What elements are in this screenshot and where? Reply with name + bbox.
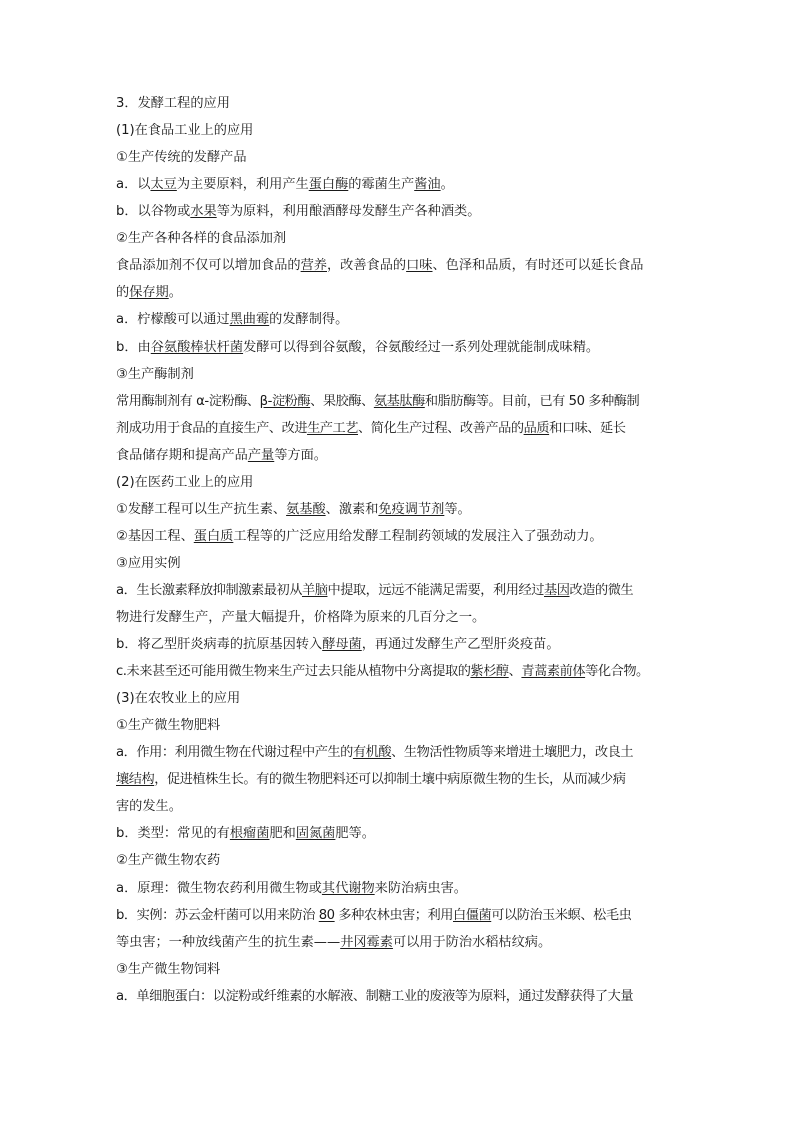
- text-segment: a．以: [116, 177, 151, 193]
- text-segment: b．将乙型肝炎病毒的抗原基因转入: [116, 637, 323, 652]
- text-line-1: [116, 90, 682, 117]
- text-segment: a．原理：微生物农药利用微生物或: [116, 880, 322, 896]
- text-segment: 的: [116, 285, 130, 301]
- text-segment: b．以谷物或: [116, 204, 191, 220]
- key-term: 紫杉醇: [470, 664, 509, 680]
- text-line-30: [116, 875, 682, 902]
- text-segment: 和脂肪酶等。目前，已有 50 多种酶制: [424, 393, 640, 409]
- text-segment: ③生产微生物饲料: [116, 961, 221, 977]
- key-term: 羊脑: [301, 582, 328, 598]
- text-segment: c.未来甚至还可能用微生物来生产过去只能从植物中分离提取的: [116, 664, 471, 680]
- text-segment: ②基因工程、: [116, 528, 194, 544]
- text-segment: b．类型：常见的有: [116, 826, 230, 842]
- text-segment: 。: [168, 285, 182, 301]
- text-line-29: [116, 847, 682, 874]
- text-segment: 为主要原料，利用产生: [176, 177, 309, 193]
- text-line-18: [116, 550, 682, 577]
- text-segment: (2)在医药工业上的应用: [116, 474, 254, 490]
- text-line-32: [116, 929, 682, 956]
- text-segment: 中提取，远远不能满足需要，利用经过: [327, 582, 544, 598]
- text-line-33: [116, 956, 682, 983]
- text-segment: 肥等。: [335, 826, 375, 842]
- text-line-22: [116, 658, 682, 685]
- text-segment: ，再通过发酵生产乙型肝炎疫苗。: [361, 637, 560, 652]
- key-term: 产量: [247, 447, 275, 463]
- text-segment: ②生产微生物农药: [116, 853, 221, 869]
- text-line-16: [116, 496, 682, 523]
- key-term: 其代谢物: [321, 880, 375, 896]
- text-segment: 3．发酵工程的应用: [116, 96, 230, 111]
- key-term: 酵母菌: [322, 637, 362, 652]
- text-line-6: [116, 225, 682, 252]
- text-line-2: [116, 117, 682, 144]
- text-segment: ①生产传统的发酵产品: [116, 150, 247, 166]
- text-line-17: [116, 523, 682, 550]
- key-term: 谷氨酸棒状杆菌: [150, 339, 244, 355]
- text-segment: 等化合物。: [585, 664, 649, 680]
- text-segment: a．作用：利用微生物在代谢过程中产生的: [116, 745, 353, 761]
- text-segment: 等。: [444, 501, 471, 517]
- text-segment: ③生产酶制剂: [116, 366, 194, 382]
- text-segment: 的霉菌生产: [348, 177, 415, 193]
- text-segment: (1)在食品工业上的应用: [116, 123, 254, 138]
- key-term: 黑曲霉: [229, 312, 270, 328]
- key-term: 基因: [544, 582, 570, 598]
- text-segment: b．由: [116, 339, 151, 355]
- text-segment: 肥和: [269, 826, 296, 842]
- text-segment: 、简化生产过程、改善产品的: [358, 420, 524, 436]
- key-term: 固氮菌: [295, 826, 336, 842]
- text-line-4: [116, 171, 682, 198]
- key-term: 蛋白质: [193, 528, 234, 544]
- text-segment: 的发酵制得。: [269, 312, 349, 328]
- key-term: 水果: [190, 204, 217, 220]
- text-line-26: [116, 766, 682, 793]
- key-term: 氨基肽酶: [373, 393, 425, 409]
- text-line-8: [116, 279, 682, 306]
- text-line-7: [116, 252, 682, 279]
- text-line-11: [116, 361, 682, 388]
- text-line-15: [116, 469, 682, 496]
- key-term: 免疫调节剂: [378, 501, 445, 517]
- text-segment: 食品添加剂不仅可以增加食品的: [116, 258, 301, 274]
- text-segment: 常用酶制剂有 α-淀粉酶、: [116, 393, 260, 409]
- text-segment: 可以用于防治水稻枯纹病。: [392, 934, 552, 950]
- key-term: 壤结构: [116, 772, 155, 788]
- key-term: 太豆: [150, 177, 177, 193]
- text-line-5: [116, 198, 682, 225]
- text-segment: ③应用实例: [116, 555, 181, 571]
- key-term: 营养: [300, 258, 327, 274]
- text-line-13: [116, 415, 682, 442]
- text-segment: 、果胶酶、: [310, 393, 374, 409]
- text-segment: ，改善食品的: [327, 258, 407, 274]
- key-term: 井冈霉素: [340, 934, 393, 950]
- text-line-14: [116, 442, 682, 469]
- text-segment: ，促进植株生长。有的微生物肥料还可以抑制土壤中病原微生物的生长，从而减少病: [154, 772, 626, 788]
- text-segment: 、: [508, 664, 522, 680]
- key-term: 有机酸: [352, 745, 392, 761]
- key-term: β-淀粉酶: [259, 393, 311, 409]
- text-segment: 发酵可以得到谷氨酸，谷氨酸经过一系列处理就能制成味精。: [243, 339, 600, 355]
- text-segment: 、激素和: [325, 501, 379, 517]
- text-line-28: [116, 820, 682, 847]
- key-term: 蛋白酶: [308, 177, 349, 193]
- key-term: 根瘤菌: [229, 826, 270, 842]
- text-segment: 工程等的广泛应用给发酵工程制药领域的发展注入了强劲动力。: [233, 528, 603, 544]
- key-term: 品质: [523, 420, 550, 436]
- key-term: 氨基酸: [286, 501, 326, 517]
- text-segment: (3)在农牧业上的应用: [116, 691, 241, 707]
- text-segment: 、生物活性物质等来增进土壤肥力，改良土: [391, 745, 634, 761]
- text-segment: a．生长激素释放抑制激素最初从: [116, 582, 302, 598]
- key-term: 保存期: [129, 285, 169, 301]
- key-term: 酱油: [414, 177, 441, 193]
- text-segment: b．实例：苏云金杆菌可以用来防治: [116, 907, 319, 923]
- text-segment: a．柠檬酸可以通过: [116, 312, 230, 328]
- text-segment: 剂成功用于食品的直接生产、改进: [116, 420, 308, 436]
- text-segment: a．单细胞蛋白：以淀粉或纤维素的水解液、制糖工业的废液等为原料，通过发酵获得了大量: [116, 988, 634, 1004]
- text-segment: ①发酵工程可以生产抗生素、: [116, 501, 287, 517]
- key-term: 白僵菌: [453, 907, 492, 923]
- text-line-25: [116, 739, 682, 766]
- text-segment: 多种农林虫害；利用: [334, 907, 454, 923]
- text-segment: 等为原料，利用酿酒酵母发酵生产各种酒类。: [216, 204, 481, 220]
- text-line-27: [116, 793, 682, 820]
- text-line-31: [116, 902, 682, 929]
- text-segment: 。: [440, 177, 454, 193]
- text-segment: ②生产各种各样的食品添加剂: [116, 231, 287, 247]
- key-term: 80: [318, 907, 335, 923]
- text-segment: 和口味、延长: [549, 420, 626, 436]
- text-line-23: [116, 685, 682, 712]
- text-line-21: [116, 631, 682, 658]
- text-line-19: [116, 577, 682, 604]
- key-term: 口味: [406, 258, 433, 274]
- key-term: 青蒿素前体: [521, 664, 586, 680]
- text-line-10: [116, 334, 682, 361]
- text-line-24: [116, 712, 682, 739]
- text-segment: ①生产微生物肥料: [116, 718, 221, 734]
- text-segment: 来防治病虫害。: [374, 880, 467, 896]
- text-line-12: [116, 388, 682, 415]
- text-line-3: [116, 144, 682, 171]
- text-segment: 等方面。: [274, 447, 327, 463]
- text-segment: 食品储存期和提高产品: [116, 447, 248, 463]
- key-term: 生产工艺: [307, 420, 359, 436]
- text-segment: 物进行发酵生产，产量大幅提升，价格降为原来的几百分之一。: [116, 610, 486, 625]
- text-line-9: [116, 306, 682, 333]
- text-segment: 改造的微生: [569, 582, 634, 598]
- text-segment: 、色泽和品质，有时还可以延长食品: [432, 258, 644, 274]
- text-line-20: [116, 604, 682, 631]
- text-segment: 可以防治玉米螟、松毛虫: [491, 907, 632, 923]
- text-segment: 害的发生。: [116, 799, 182, 815]
- text-line-34: [116, 983, 682, 1010]
- text-segment: 等虫害；一种放线菌产生的抗生素——: [116, 934, 341, 950]
